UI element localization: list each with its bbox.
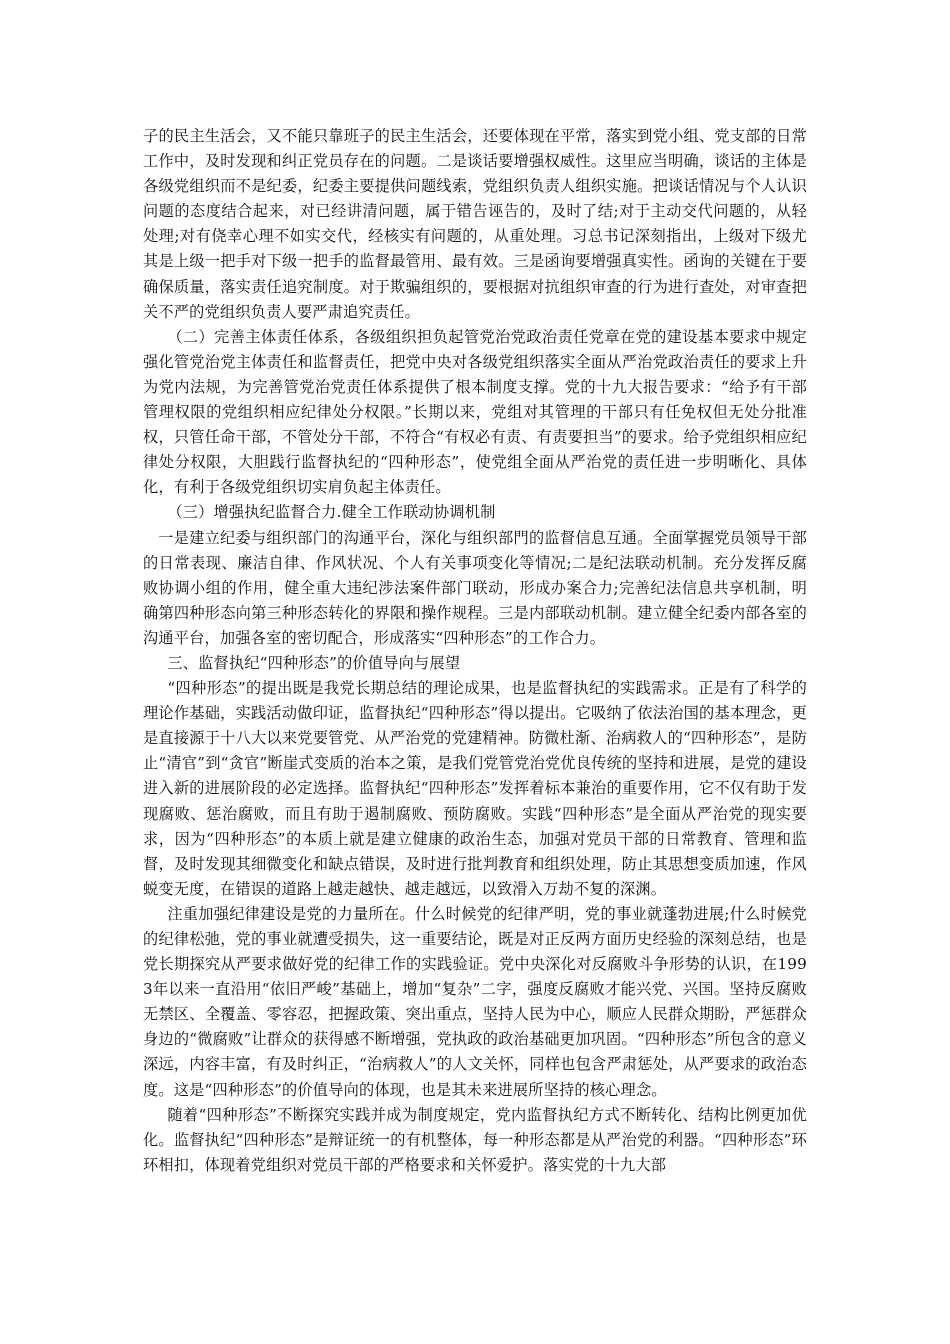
paragraph-discipline-building: 注重加强纪律建设是党的力量所在。什么时候党的纪律严明，党的事业就蓬勃进展;什么时候党的纪律松弛，党的事业就遭受损失，这一重要结论，既是对正反两方面历史经验的深刻总结，也是党长期探究从严要求做好党的纪律工作的实践验证。党中央深化对反腐败斗争形势的认识，在1993年以来一直沿用“依旧严峻”基础上，增加“复杂”二字，强度反腐败才能兴党、兴国。坚持反腐败无禁区、全覆盖、零容忍，把握政策、突出重点，坚持人民为中心，顺应人民群众期盼，严惩群众身边的“微腐败”让群众的获得感不断增强，党执政的政治基础更加巩固。“四种形态”所包含的意义深远，内容丰富，有及时纠正，“治病救人”的人文关怀，同样也包含严肃惩处，从严要求的政治态度。这是“四种形态”的价值导向的体现，也是其未来进展所坚持的核心理念。 <box>143 904 807 1099</box>
document-page <box>143 124 807 1178</box>
paragraph-responsibility-system: （二）完善主体责任体系，各级组织担负起管党治党政治责任党章在党的建设基本要求中规定强化管党治党主体责任和监督责任，把党中央对各级党组织落实全面从严治党政治责任的要求上升为党内法规，为完善管党治党责任体系提供了根本制度支撑。党的十九大报告要求：“给予有干部管理权限的党组织相应纪律处分权限。”长期以来，党组对其管理的干部只有任免权但无处分批准权，只管任命干部，不管处分干部，不符合“有权必有责、有责要担当”的要求。给予党组织相应纪律处分权限，大胆践行监督执纪的“四种形态”，使党组全面从严治党的责任进一步明晰化、具体化，有利于各级党组织切实肩负起主体责任。 <box>143 327 807 497</box>
subheading-supervision-synergy: （三）增强执纪监督合力.健全工作联动协调机制 <box>167 503 496 522</box>
paragraph-linkage-mechanism: 一是建立纪委与组织部门的沟通平台，深化与组织部門的监督信息互通。全面掌握党员领导干部的日常表现、廉洁自律、作风状况、个人有关事项变化等情况;二是纪法联动机制。充分发挥反腐败协调小组的作用，健全重大违纪涉法案件部门联动，形成办案合力;完善纪法信息共享机制，明确第四种形态向第三种形态转化的界限和操作规程。三是内部联动机制。建立健全纪委内部各室的沟通平台，加强各室的密切配合，形成落实“四种形态”的工作合力。 <box>143 528 807 647</box>
paragraph-democratic-life: 子的民主生活会，又不能只靠班子的民主生活会，还要体现在平常，落实到党小组、党支部的日常工作中，及时发现和纠正党员存在的问题。二是谈话要增强权威性。这里应当明确，谈话的主体是各级党组织而不是纪委，纪委主要提供问题线索，党组织负责人组织实施。把谈话情况与个人认识问题的态度结合起来，对已经讲清问题，属于错告诬告的，及时了结;对于主动交代问题的，从轻处理;对有侥幸心理不如实交代，经核实有问题的，从重处理。习总书记深刻指出，上级对下级尤其是上级一把手对下级一把手的监督最管用、最有效。三是函询要增强真实性。函询的关键在于要确保质量，落实责任追究制度。对于欺骗组织的，要根据对抗组织审查的行为进行查处，对审查把关不严的党组织负责人要严肃追究责任。 <box>143 127 807 321</box>
paragraph-four-forms-origin: “四种形态”的提出既是我党长期总结的理论成果，也是监督执纪的实践需求。正是有了科学的理论作基础，实践活动做印证，监督执纪“四种形态”得以提出。它吸纳了依法治国的基本理念，更是直接源于十八大以来党要管党、从严治党的党建精神。防微杜渐、治病救人的“四种形态”，是防止“清官”到“贪官”断崖式变质的治本之策，是我们党管党治党优良传统的坚持和进展，是党的建设进入新的进展阶段的必定选择。监督执纪“四种形态”发挥着标本兼治的重要作用，它不仅有助于发现腐败、惩治腐败，而且有助于遏制腐败、预防腐败。实践“四种形态”是全面从严治党的现实要求，因为“四种形态”的本质上就是建立健康的政治生态，加强对党员干部的日常教育、管理和监督，及时发现其细微变化和缺点错误，及时进行批判教育和组织处理，防止其思想变质加速，作风蜕变无度，在错误的道路上越走越快、越走越远，以致滑入万劫不复的深渊。 <box>143 679 807 898</box>
section-heading-value-orientation: 三、监督执纪“四种形态”的价值导向与展望 <box>167 653 461 672</box>
paragraph-four-forms-practice: 随着“四种形态”不断探究实践并成为制度规定，党内监督执纪方式不断转化、结构比例更加优化。监督执纪“四种形态”是辩证统一的有机整体，每一种形态都是从严治党的利器。“四种形态”环环相扣，体现着党组织对党员干部的严格要求和关怀爱护。落实党的十九大部 <box>143 1105 807 1174</box>
